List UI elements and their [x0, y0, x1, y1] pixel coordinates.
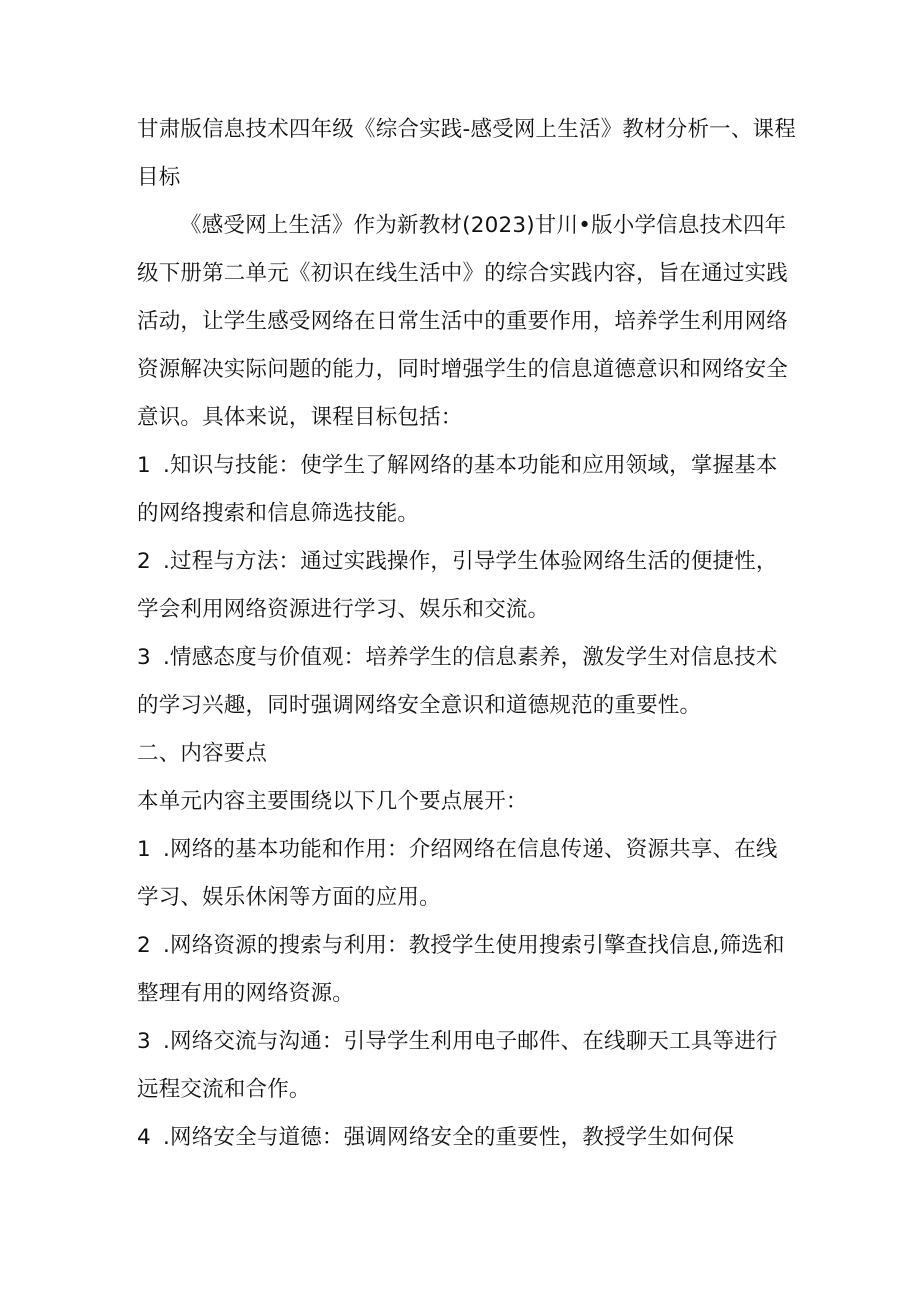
document-title: 甘肃版信息技术四年级《综合实践-感受网上生活》教材分析一、课程目标: [137, 117, 796, 190]
goal-item-1: [137, 442, 797, 538]
goal-item-2: [137, 538, 797, 634]
goal-text: .过程与方法：通过实践操作，引导学生体验网络生活的便捷性，学会利用网络资源进行学习、娱乐和交流。: [137, 549, 778, 622]
point-item-2: [137, 922, 797, 1018]
point-item-3: [137, 1018, 797, 1114]
point-text: .网络资源的搜索与利用：教授学生使用搜索引擎查找信息,筛选和整理有用的网络资源。: [137, 933, 785, 1006]
point-text: .网络交流与沟通：引导学生利用电子邮件、在线聊天工具等进行远程交流和合作。: [137, 1029, 778, 1102]
point-text: .网络安全与道德：强调网络安全的重要性，教授学生如何保: [163, 1125, 735, 1150]
point-number: 3: [137, 1029, 151, 1054]
point-item-4: [137, 1114, 797, 1162]
goal-text: .知识与技能：使学生了解网络的基本功能和应用领域，掌握基本的网络搜索和信息筛选技能。: [137, 453, 778, 526]
point-text: .网络的基本功能和作用：介绍网络在信息传递、资源共享、在线学习、娱乐休闲等方面的应用。: [137, 837, 778, 910]
point-item-1: [137, 826, 797, 922]
point-number: 1: [137, 837, 151, 862]
goal-number: 2: [137, 549, 151, 574]
intro-paragraph: 《感受网上生活》作为新教材(2023)甘川•版小学信息技术四年级下册第二单元《初识在线生活中》的综合实践内容，旨在通过实践活动，让学生感受网络在日常生活中的重要作用，培养学生利用网络资源解决实际问题的能力，同时增强学生的信息道德意识和网络安全意识。具体来说，课程目标包括：: [137, 213, 789, 430]
goal-number: 3: [137, 645, 151, 670]
goal-text: .情感态度与价值观：培养学生的信息素养，激发学生对信息技术的学习兴趣，同时强调网络安全意识和道德规范的重要性。: [137, 645, 778, 718]
section-heading: 二、内容要点: [137, 741, 268, 766]
section-intro: 本单元内容主要围绕以下几个要点展开：: [137, 789, 528, 814]
point-number: 4: [137, 1125, 151, 1150]
point-number: 2: [137, 933, 151, 958]
goal-number: 1: [137, 453, 151, 478]
goal-item-3: [137, 634, 797, 730]
